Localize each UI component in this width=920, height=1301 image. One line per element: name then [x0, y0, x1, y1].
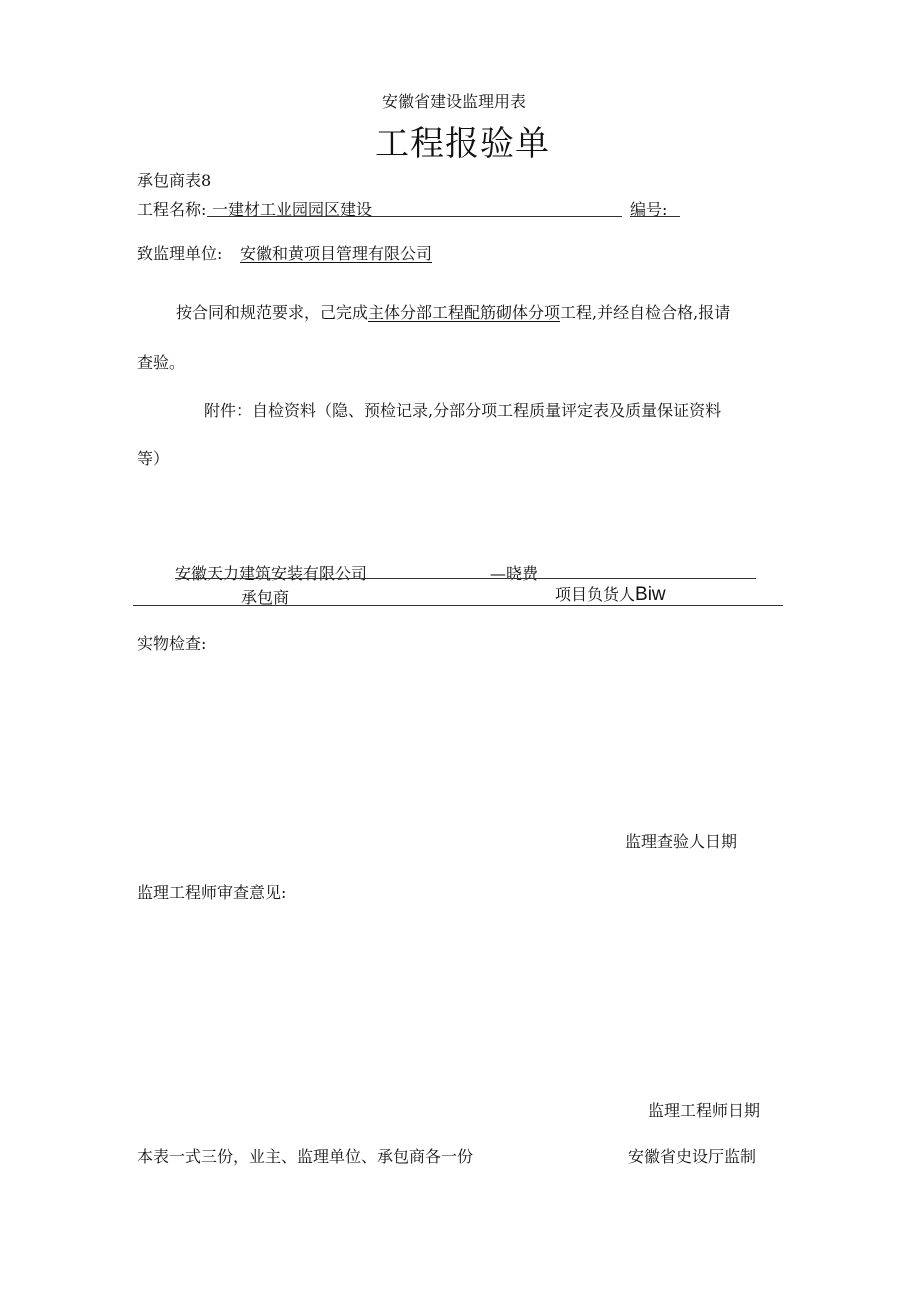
- number-label: 编号:: [630, 200, 668, 219]
- signature-line-lower: [133, 605, 783, 606]
- manager-signature-mark: Biw: [635, 584, 666, 605]
- subtitle-text: 安徽省建设监理用表: [382, 92, 527, 111]
- form-code-text: 承包商表8: [137, 171, 212, 190]
- project-label: 工程名称:: [137, 200, 207, 219]
- inspection-label: 实物检查:: [137, 634, 207, 653]
- manager-label: 项目负货人: [555, 585, 636, 604]
- footer-issuer: 安徽省史设厅监制: [628, 1147, 757, 1166]
- form-subtitle: [382, 89, 526, 112]
- to-label: 致监理单位:: [137, 244, 223, 263]
- signature-line-upper: [175, 578, 756, 579]
- body-para-line1: [176, 300, 730, 323]
- para-prefix: 按合同和规范要求，己完成: [176, 303, 369, 322]
- review-sign-label: 监理工程师日期: [648, 1101, 761, 1120]
- manager-label-wrap: [555, 582, 666, 606]
- attachment-line2: 等）: [137, 449, 170, 468]
- project-name: 一建材工业园园区建设: [212, 200, 373, 219]
- attachment-line1: 附件：自检资料（隐、预检记录,分部分项工程质量评定表及质量保证资料: [204, 401, 722, 420]
- para-suffix: 工程,并经自检合格,报请: [560, 303, 731, 322]
- form-code: [137, 168, 211, 191]
- inspection-sign-label: 监理查验人日期: [625, 832, 738, 851]
- footer-copies-note: 本表一式三份，业主、监理单位、承包商各一份: [137, 1147, 474, 1166]
- para-work-item: 主体分部工程配筋砌体分项: [368, 303, 561, 322]
- body-para-line2: 查验。: [137, 353, 186, 372]
- form-title: [375, 116, 550, 165]
- title-text: 工程报验单: [375, 124, 550, 164]
- project-name-underline: [207, 216, 622, 217]
- to-value: 安徽和黄项目管理有限公司: [240, 244, 433, 263]
- contractor-name: 安徽天力建筑安装有限公司: [175, 564, 368, 583]
- manager-name: —晓费: [490, 564, 539, 583]
- contractor-label: 承包商: [241, 588, 290, 607]
- review-label: 监理工程师审查意见:: [137, 883, 287, 902]
- number-underline: [630, 216, 680, 217]
